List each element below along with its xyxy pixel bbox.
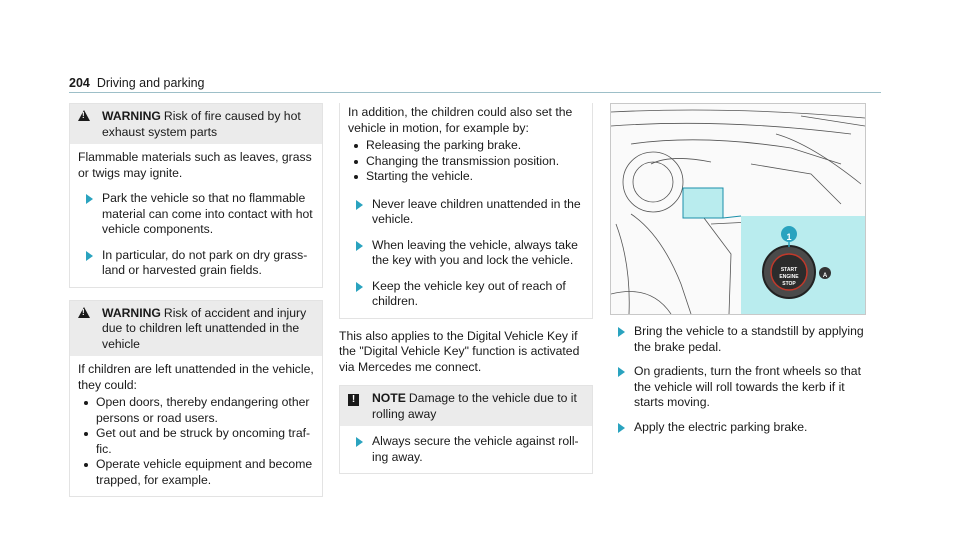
step-text: Keep the vehicle key out of reach of children. [372, 278, 566, 308]
step-text: Always secure the vehicle against roll-ing away. [372, 434, 579, 464]
warning-icon [78, 306, 102, 353]
button-label-start: START [780, 267, 798, 273]
note-title: Damage to the vehicle due to it rolling away [372, 391, 577, 421]
page-header [69, 76, 205, 90]
arrow-icon [610, 420, 634, 436]
warning-icon [78, 109, 102, 140]
procedure-steps [610, 324, 864, 435]
warning-continuation [339, 103, 593, 319]
button-label-engine: ENGINE [779, 274, 799, 280]
arrow-icon [348, 238, 372, 269]
warning-keyword: WARNING [102, 109, 161, 123]
note-body [340, 426, 592, 473]
header-rule [69, 92, 881, 93]
arrow-icon [348, 197, 372, 228]
list-item: Get out and be struck by oncoming traf-fic. [78, 426, 314, 457]
warning-header [70, 301, 322, 357]
step-item [78, 191, 314, 238]
warning-body [70, 144, 322, 287]
list-item: Releasing the parking brake. [348, 138, 584, 154]
bullet-list [348, 138, 584, 185]
warning-header [70, 104, 322, 144]
step-item [610, 420, 864, 436]
step-text: Apply the electric parking brake. [634, 419, 808, 434]
warning-keyword: WARNING [102, 305, 161, 320]
intro-text: In addition, the children could also set the vehicle in motion, for example by: [348, 105, 573, 135]
step-item [348, 197, 584, 228]
button-label-stop: STOP [782, 281, 796, 287]
step-text: In particular, do not park on dry grass-land or harvested grain fields. [102, 247, 308, 277]
arrow-icon [610, 324, 634, 355]
column-3 [610, 103, 864, 435]
step-item [610, 364, 864, 411]
arrow-icon [78, 248, 102, 279]
list-item: Open doors, thereby endangering other persons or road users. [78, 395, 314, 426]
paragraph-digital-key: This also applies to the Digital Vehicle Key if the "Digital Vehicle Key" function is activated via Mercedes me connect. [339, 328, 580, 374]
note-keyword: NOTE [372, 391, 406, 405]
step-text: Never leave children unattended in the vehicle. [372, 196, 581, 226]
cockpit-illustration [610, 103, 866, 315]
step-text: On gradients, turn the front wheels so that the vehicle will roll towards the kerb if it starts moving. [634, 364, 861, 409]
step-text: Bring the vehicle to a standstill by applying the brake pedal. [634, 324, 864, 354]
warning-title: Risk of accident and injury due to children left unattended in the vehicle [102, 305, 307, 351]
section-title: Driving and parking [96, 76, 205, 90]
bullet-list [78, 395, 314, 488]
note-icon: ! [348, 391, 372, 422]
note-header [340, 386, 592, 426]
step-item [348, 238, 584, 269]
warning-box-fire [69, 103, 323, 288]
step-item [610, 324, 864, 355]
warning-title: Risk of fire caused by hot exhaust system parts [102, 109, 301, 139]
button-detail-inset [741, 216, 865, 314]
page-number: 204 [69, 76, 90, 90]
callout-number: 1 [786, 232, 792, 242]
step-text: When leaving the vehicle, always take the key with you and lock the vehicle. [372, 237, 578, 267]
column-1 [69, 103, 323, 507]
list-item: Starting the vehicle. [348, 169, 584, 185]
warning-body [70, 356, 322, 496]
column-2 [339, 103, 593, 484]
step-item [78, 248, 314, 279]
warning-text: If children are left unattended in the vehicle, they could: [78, 362, 314, 392]
arrow-icon [348, 279, 372, 310]
step-item [348, 279, 584, 310]
step-text: Park the vehicle so that no flammable material can come into contact with hot vehicle components. [102, 191, 313, 236]
step-item [348, 434, 584, 465]
list-item: Operate vehicle equipment and become trapped, for example. [78, 457, 314, 488]
warning-box-children [69, 300, 323, 498]
arrow-icon [610, 364, 634, 411]
arrow-icon [78, 191, 102, 238]
list-item: Changing the transmission position. [348, 154, 584, 170]
note-box [339, 385, 593, 474]
auto-stop-icon: A [822, 273, 828, 279]
warning-text: Flammable materials such as leaves, grass or twigs may ignite. [78, 150, 312, 180]
warning-body [340, 103, 592, 318]
arrow-icon [348, 434, 372, 465]
